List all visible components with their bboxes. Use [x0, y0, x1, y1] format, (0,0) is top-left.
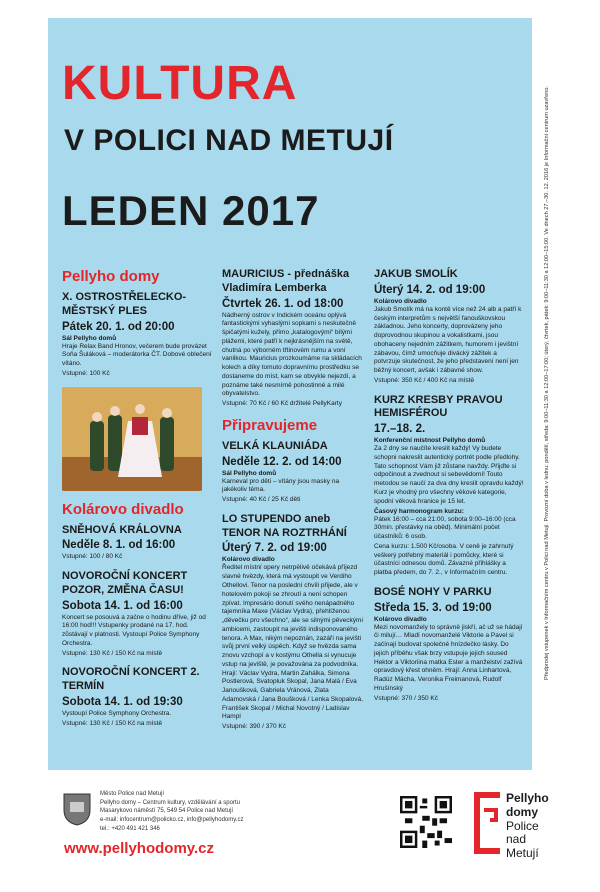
footer-address	[100, 790, 243, 833]
event-price: Vstupné: 40 Kč / 25 Kč děti	[222, 496, 301, 504]
event-text: Za 2 dny se naučíte kreslit každý! Vy budete schopni nakreslit autentický portrét podle předlohy. Tato schopnost Vám již zůstane navždy. Přijďte si odpočinout a zvednout si sebevědomí! Touto metodou se naučí za dva dny kreslit opravdu každý! Kurz je vhodný pro všechny věkové kategorie, spodní věková hranice je 15 let.	[374, 445, 524, 505]
event-koncert-1	[62, 570, 212, 658]
column-3	[374, 268, 524, 712]
event-text: Hraje Relax Band Hronov, večerem bude provázet Soňa Šuláková – moderátorka ČT. Dobové oblečení vítáno.	[62, 342, 212, 368]
event-date: Pátek 20. 1. od 20:00	[62, 320, 175, 333]
poster-background	[48, 18, 532, 770]
footer	[62, 790, 549, 870]
event-price: Vstupné: 100 Kč	[62, 369, 110, 377]
ball-photo	[62, 387, 202, 491]
footer-line: Pellyho domy – Centrum kultury, vzdělávání a sportu	[100, 799, 240, 806]
website-link[interactable]: www.pellyhodomy.cz	[64, 840, 215, 857]
footer-line: Město Police nad Metují	[100, 791, 165, 797]
event-place: Kolárovo divadlo	[374, 297, 427, 305]
event-bose-nohy	[374, 586, 524, 704]
schedule-label: Časový harmonogram kurzu:	[374, 507, 464, 515]
event-price: Vstupné: 370 / 350 Kč	[374, 694, 438, 702]
event-jakub-smolik	[374, 268, 524, 386]
event-date: Čtvrtek 26. 1. od 18:00	[222, 297, 344, 310]
event-date: Neděle 8. 1. od 16:00	[62, 539, 176, 552]
event-snehova-kralovna	[62, 524, 212, 563]
event-price: Vstupné: 100 / 80 Kč	[62, 553, 123, 561]
event-koncert-2	[62, 666, 212, 728]
event-place: Sál Pellyho domů	[222, 469, 277, 477]
title-month: LEDEN 2017	[62, 187, 320, 234]
event-text-2: Cena kurzu: 1.500 Kč/osoba. V ceně je zahrnutý veškerý potřebný materiál i pomůcky, které si účastníci odnesou domů. Závazné přihlášky a platba předem, do 7. 2., v Informačním centru.	[374, 542, 514, 577]
event-date: Neděle 12. 2. od 14:00	[222, 455, 342, 468]
event-title: MAURICIUS - přednáška Vladimíra Lemberka	[222, 268, 350, 294]
event-text: Jakub Smolík má na kontě více než 24 alb a patří k českým interpretům s největší fanouškovskou základnou. Jeho koncerty, doprovázeny jeho doprovodnou skupinou a vokalistkami, jsou obohaceny nejedním zážitkem, humorem i jevištní zábavou, čímž umocňuje divácký zážitek a potvrzuje skutečnost, že jeho představení není jen běžný koncert, avšak i zábavné show.	[374, 305, 522, 375]
event-place: Kolárovo divadlo	[222, 556, 275, 564]
title-town: V POLICI NAD METUJÍ	[64, 124, 394, 157]
event-title: BOSÉ NOHY V PARKU	[374, 585, 492, 598]
section-pellyho-domy: Pellyho domy	[62, 268, 160, 285]
event-kurz-kresby	[374, 394, 524, 578]
event-ples	[62, 291, 212, 379]
logo-word: Police	[506, 818, 539, 833]
event-date: 17.–18. 2.	[374, 423, 426, 436]
event-klauniada	[222, 440, 364, 505]
logo-word: Metují	[506, 846, 539, 861]
event-price: Vstupné: 70 Kč / 60 Kč držitelé PellyKarty	[222, 400, 342, 408]
logo-word: Pellyho	[506, 791, 549, 805]
logo-word: domy	[506, 804, 539, 819]
event-date: Úterý 14. 2. od 19:00	[374, 283, 486, 296]
section-kolarovo-divadlo: Kolárovo divadlo	[62, 500, 184, 518]
footer-line: Masarykovo náměstí 75, 549 54 Police nad Metují	[100, 808, 234, 815]
event-price: Vstupné: 350 Kč / 400 Kč na místě	[374, 376, 475, 384]
event-place: Sál Pellyho domů	[62, 334, 117, 342]
event-date: Sobota 14. 1. od 16:00	[62, 599, 183, 612]
event-title: NOVOROČNÍ KONCERT POZOR, ZMĚNA ČASU!	[62, 570, 188, 596]
event-price: Vstupné: 130 Kč / 150 Kč na místě	[62, 719, 163, 727]
logo-word: nad	[506, 832, 527, 847]
event-place: Konferenční místnost Pellyho domů	[374, 437, 486, 445]
event-place: Kolárovo divadlo	[374, 615, 427, 623]
event-date: Úterý 7. 2. od 19:00	[222, 542, 327, 555]
event-title: X. OSTROSTŘELECKO-MĚSTSKÝ PLES	[62, 291, 187, 317]
footer-line: tel.: +420 491 421 346	[100, 825, 160, 832]
event-title: LO STUPENDO aneb TENOR NA ROZTRHÁNÍ	[222, 512, 347, 539]
column-1	[62, 268, 212, 736]
qr-code-icon	[400, 796, 452, 848]
ticket-info-vertical	[541, 30, 555, 740]
event-title: SNĚHOVÁ KRÁLOVNA	[62, 523, 182, 536]
schedule-text: Pátek 16:00 – cca 21:00, sobota 9:00–16:00 (cca 30min. přestávky na oběd). Minimální počet účastníků: 6 osob.	[374, 515, 516, 541]
event-date: Středa 15. 3. od 19:00	[374, 601, 492, 614]
footer-line[interactable]: e-mail: infocentrum@policko.cz, info@pellyhodomy.cz	[100, 817, 244, 824]
ticket-info-text: Předprodej vstupenek v Informačním centru v Polici nad Metují. Provozní doba v lednu: pondělí, středa: 9:00–11:30 a 12:00–17:00; úterý, čtvrtek, pátek: 9:00–11:30 a 12:00–15:00. Ve dnech 27.–30. 12. 2016 je Informační centrum uzavřeno.	[544, 85, 550, 681]
event-text: Koncert se posouvá a začne o hodinu dříve, již od 16:00 hod!!! Vstupenky prodané na 17. hod. zůstávají v platnosti. Vystoupí Police Symphony Orchestra.	[62, 613, 206, 647]
event-text: Ředitel místní opery netrpělivě očekává příjezd slavné hvězdy, která má vystoupit ve Verdiho Othellovi. Tenor na poslední chvíli přijede, ale v hotelovém pokoji se zhroutí a není schopen zpívat. Impresário donutí svého nenápadného tajemníka Maxe (Václav Vydra), přehlíženou „děvečku pro všechno“, ale se silnými pěveckými ambicemi, zastoupit na jevišti indisponovaného tenora. A Max, nikým nepoznán, zazáří na jevišti svůj první velký úspěch. Když se hvězda sama znovu vzchopí a v kostýmu Othella si vynucuje vstup na jeviště, je považována za podvodníka. Hrají: Václav Vydra, Martin Zahálka, Simona Postlerová, Svatopluk Skopal, Jana Malá / Eva Janoušková, Gabriela Vránová, Zlata Adamovská / Jana Boušková / Lenka Skopalová, František Skopal / Michal Novotný / Ladislav Hampl	[222, 564, 363, 721]
event-price: Vstupné: 390 / 370 Kč	[222, 723, 286, 731]
event-text: Vystoupí Police Symphony Orchestra.	[62, 709, 172, 717]
title-kultura: KULTURA	[62, 57, 298, 110]
event-lo-stupendo	[222, 513, 364, 732]
event-text: Mezi novomanžely to správně jiskří, ač už se hádají či milují… Mladí novomanželé Viktorie a Pavel si začínají budovat společné hnízdečko lásky. Do jejich příběhu však brzy vstupuje jejich soused Hektor a Viktoriina matka Ester a manželství zažívá opravdový křest ohněm. Hrají: Anna Linhartová, Radúz Mácha, Veronika Freimanová, Rudolf Hrušínský	[374, 623, 523, 692]
event-text: Karneval pro děti – vítány jsou masky na jakékoliv téma.	[222, 477, 340, 494]
logo-mark-icon	[472, 790, 502, 856]
column-2	[222, 268, 364, 740]
event-mauricius	[222, 268, 364, 409]
section-pripravujeme: Připravujeme	[222, 416, 318, 434]
event-date: Sobota 14. 1. od 19:30	[62, 695, 183, 708]
event-price: Vstupné: 130 Kč / 150 Kč na místě	[62, 649, 163, 657]
event-title: JAKUB SMOLÍK	[374, 268, 458, 280]
pellyho-domy-logo	[472, 790, 592, 870]
event-title: NOVOROČNÍ KONCERT 2. TERMÍN	[62, 666, 200, 693]
event-text: Nádherný ostrov v Indickém oceánu oplývá fantastickými vyhaslými sopkami s neskutečně špičatými kužely, přímo „katalogovými“ bílými plážemi, které patří k nejkrásnějším na světě, chutná po výborném třtinovém rumu a voní vanilkou. Mauricius prozkoumáme na skládacích kolech a díky tomuto dopravnímu prostředku se dostaneme do míst, kam se obvykle nejezdí, a poznáme také nesmírně pohostinné a milé obyvatelstvo.	[222, 311, 362, 398]
event-title: KURZ KRESBY PRAVOU HEMISFÉROU	[374, 393, 503, 420]
logo-text	[506, 792, 549, 861]
town-crest-icon	[62, 792, 92, 826]
event-title: VELKÁ KLAUNIÁDA	[222, 439, 328, 452]
